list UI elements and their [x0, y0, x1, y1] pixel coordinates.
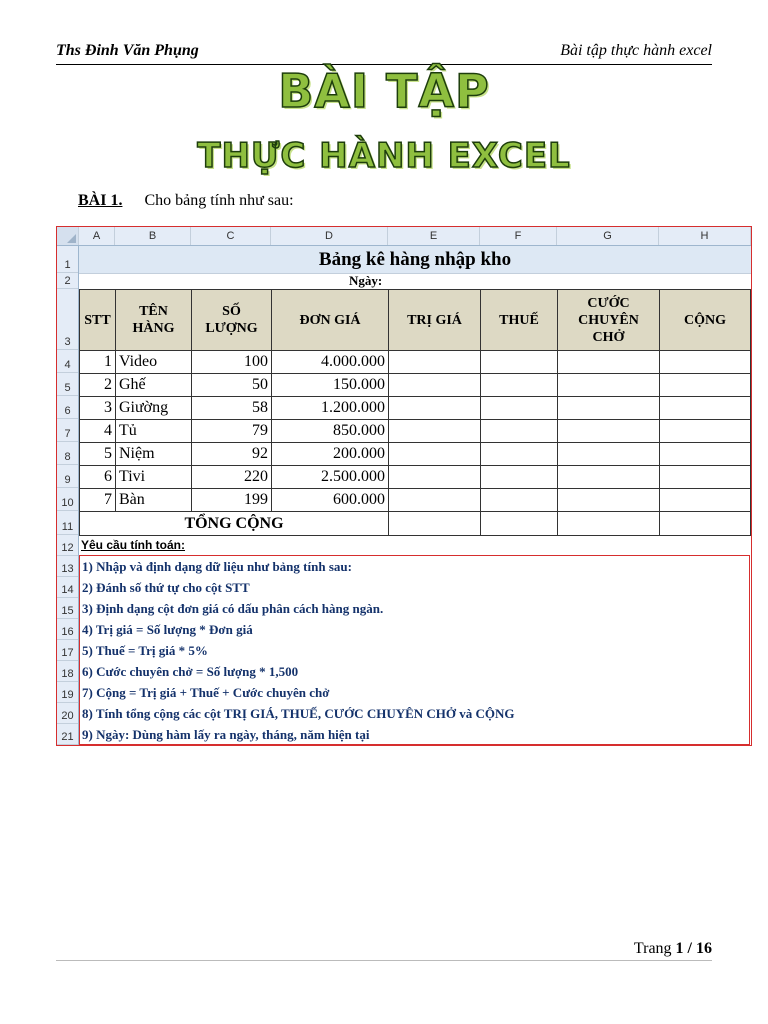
- page-total: 16: [696, 940, 712, 957]
- cell-stt: 5: [80, 443, 116, 466]
- requirement-item: 4) Trị giá = Số lượng * Đơn giá: [82, 622, 253, 637]
- row-header-bar: [57, 246, 79, 745]
- row-header: 17: [57, 640, 78, 661]
- header-shipping: CƯỚC CHUYÊN CHỞ: [558, 290, 660, 351]
- requirement-item: 2) Đánh số thứ tự cho cột STT: [82, 580, 250, 595]
- cell-price: 850.000: [272, 420, 389, 443]
- requirement-item: 9) Ngày: Dùng hàm lấy ra ngày, tháng, năm hiện tại: [82, 727, 370, 742]
- cell-name: Ghế: [116, 374, 192, 397]
- row-header: 8: [57, 442, 78, 465]
- row-header: 9: [57, 465, 78, 488]
- cell-stt: 7: [80, 489, 116, 512]
- col-header-h: H: [659, 227, 751, 245]
- table-row: [80, 351, 751, 374]
- cell-qty: 50: [192, 374, 272, 397]
- requirement-item: 8) Tính tổng cộng các cột TRỊ GIÁ, THUẾ, CƯỚC CHUYÊN CHỞ và CỘNG: [82, 706, 515, 721]
- header-value: TRỊ GIÁ: [389, 290, 481, 351]
- table-row: [80, 466, 751, 489]
- cell-qty: 92: [192, 443, 272, 466]
- cell-name: Video: [116, 351, 192, 374]
- cell-qty: 79: [192, 420, 272, 443]
- row-header: 16: [57, 619, 78, 640]
- requirements-box: [79, 555, 750, 745]
- cell-empty: [660, 512, 751, 536]
- row-header: 1: [57, 246, 78, 273]
- requirement-item: 7) Cộng = Trị giá + Thuế + Cước chuyên chở: [82, 685, 330, 700]
- cell-stt: 6: [80, 466, 116, 489]
- header-tax: THUẾ: [481, 290, 558, 351]
- cell-name: Tivi: [116, 466, 192, 489]
- cell-empty: [389, 420, 481, 443]
- header-price: ĐƠN GIÁ: [272, 290, 389, 351]
- row-header: 5: [57, 373, 78, 396]
- cell-stt: 3: [80, 397, 116, 420]
- cell-price: 600.000: [272, 489, 389, 512]
- requirement-item: 1) Nhập và định dạng dữ liệu như bảng tính sau:: [82, 559, 352, 574]
- cell-name: Tủ: [116, 420, 192, 443]
- cell-empty: [660, 420, 751, 443]
- cell-name: Niệm: [116, 443, 192, 466]
- row-header: 18: [57, 661, 78, 682]
- requirement-item: 6) Cước chuyên chở = Số lượng * 1,500: [82, 664, 299, 679]
- date-label: Ngày:: [349, 273, 383, 288]
- author-name: Ths Đinh Văn Phụng: [56, 42, 199, 59]
- spreadsheet-screenshot: [56, 226, 752, 746]
- cell-empty: [481, 397, 558, 420]
- cell-empty: [660, 466, 751, 489]
- table-row: [80, 397, 751, 420]
- cell-empty: [558, 397, 660, 420]
- cell-price: 200.000: [272, 443, 389, 466]
- cell-empty: [660, 397, 751, 420]
- page-footer: [634, 940, 712, 958]
- cell-empty: [389, 489, 481, 512]
- row-header: 10: [57, 488, 78, 511]
- cell-empty: [389, 374, 481, 397]
- cell-empty: [389, 397, 481, 420]
- table-row: [80, 443, 751, 466]
- select-all-corner: [57, 227, 79, 245]
- col-header-g: G: [557, 227, 659, 245]
- page-current: 1: [675, 940, 684, 957]
- row-header: 6: [57, 396, 78, 419]
- cell-empty: [481, 351, 558, 374]
- cell-empty: [389, 512, 481, 536]
- header-sum: CỘNG: [660, 290, 751, 351]
- row-header: 15: [57, 598, 78, 619]
- cell-empty: [481, 420, 558, 443]
- cell-qty: 100: [192, 351, 272, 374]
- cell-price: 150.000: [272, 374, 389, 397]
- cell-name: Bàn: [116, 489, 192, 512]
- row-header: 2: [57, 273, 78, 289]
- table-row: [80, 374, 751, 397]
- cell-empty: [558, 489, 660, 512]
- row-header: 14: [57, 577, 78, 598]
- wordart-title-line1: BÀI TẬP: [278, 64, 490, 118]
- cell-stt: 4: [80, 420, 116, 443]
- cell-empty: [558, 420, 660, 443]
- row-header: 19: [57, 682, 78, 703]
- page-header: [56, 42, 712, 65]
- cell-empty: [558, 374, 660, 397]
- cell-price: 1.200.000: [272, 397, 389, 420]
- total-label: TỔNG CỘNG: [80, 512, 389, 536]
- row-header: 3: [57, 289, 78, 350]
- cell-empty: [660, 443, 751, 466]
- table-row: [80, 420, 751, 443]
- cell-grid: [79, 246, 751, 745]
- requirement-item: 3) Định dạng cột đơn giá có dấu phân cách hàng ngàn.: [82, 601, 384, 616]
- page-separator: /: [687, 940, 692, 957]
- cell-empty: [660, 489, 751, 512]
- col-header-a: A: [79, 227, 115, 245]
- inventory-table: [79, 289, 751, 536]
- cell-empty: [481, 374, 558, 397]
- cell-empty: [558, 466, 660, 489]
- cell-empty: [558, 512, 660, 536]
- sheet-title: Bảng kê hàng nhập kho: [79, 246, 751, 274]
- cell-empty: [481, 489, 558, 512]
- cell-empty: [660, 351, 751, 374]
- cell-empty: [389, 351, 481, 374]
- column-header-bar: [57, 227, 751, 246]
- cell-empty: [481, 466, 558, 489]
- requirements-title: Yêu cầu tính toán:: [81, 538, 186, 552]
- col-header-f: F: [480, 227, 557, 245]
- cell-empty: [481, 512, 558, 536]
- row-header: 21: [57, 724, 78, 745]
- table-header-row: [80, 290, 751, 351]
- cell-qty: 58: [192, 397, 272, 420]
- row-header: 20: [57, 703, 78, 724]
- cell-name: Giường: [116, 397, 192, 420]
- cell-empty: [558, 443, 660, 466]
- header-qty: SỐ LƯỢNG: [192, 290, 272, 351]
- footer-rule: [56, 960, 712, 961]
- col-header-c: C: [191, 227, 271, 245]
- total-row: [80, 512, 751, 536]
- document-title: Bài tập thực hành excel: [560, 42, 712, 59]
- col-header-d: D: [271, 227, 388, 245]
- date-row: [79, 273, 751, 290]
- cell-stt: 1: [80, 351, 116, 374]
- cell-empty: [481, 443, 558, 466]
- exercise-number: BÀI 1.: [78, 192, 123, 209]
- header-stt: STT: [80, 290, 116, 351]
- cell-qty: 220: [192, 466, 272, 489]
- page-label: Trang: [633, 940, 672, 957]
- row-header: 11: [57, 511, 78, 535]
- cell-empty: [660, 374, 751, 397]
- cell-stt: 2: [80, 374, 116, 397]
- exercise-text: Cho bảng tính như sau:: [144, 192, 294, 209]
- row-header: 12: [57, 535, 78, 556]
- row-header: 13: [57, 556, 78, 577]
- row-header: 4: [57, 350, 78, 373]
- cell-empty: [389, 443, 481, 466]
- cell-empty: [389, 466, 481, 489]
- header-name: TÊN HÀNG: [116, 290, 192, 351]
- wordart-title-line2: THỰC HÀNH EXCEL: [197, 136, 571, 176]
- col-header-b: B: [115, 227, 191, 245]
- cell-qty: 199: [192, 489, 272, 512]
- col-header-e: E: [388, 227, 480, 245]
- cell-price: 4.000.000: [272, 351, 389, 374]
- cell-empty: [558, 351, 660, 374]
- exercise-heading: [78, 192, 294, 210]
- table-row: [80, 489, 751, 512]
- row-header: 7: [57, 419, 78, 442]
- cell-price: 2.500.000: [272, 466, 389, 489]
- requirement-item: 5) Thuế = Trị giá * 5%: [82, 643, 208, 658]
